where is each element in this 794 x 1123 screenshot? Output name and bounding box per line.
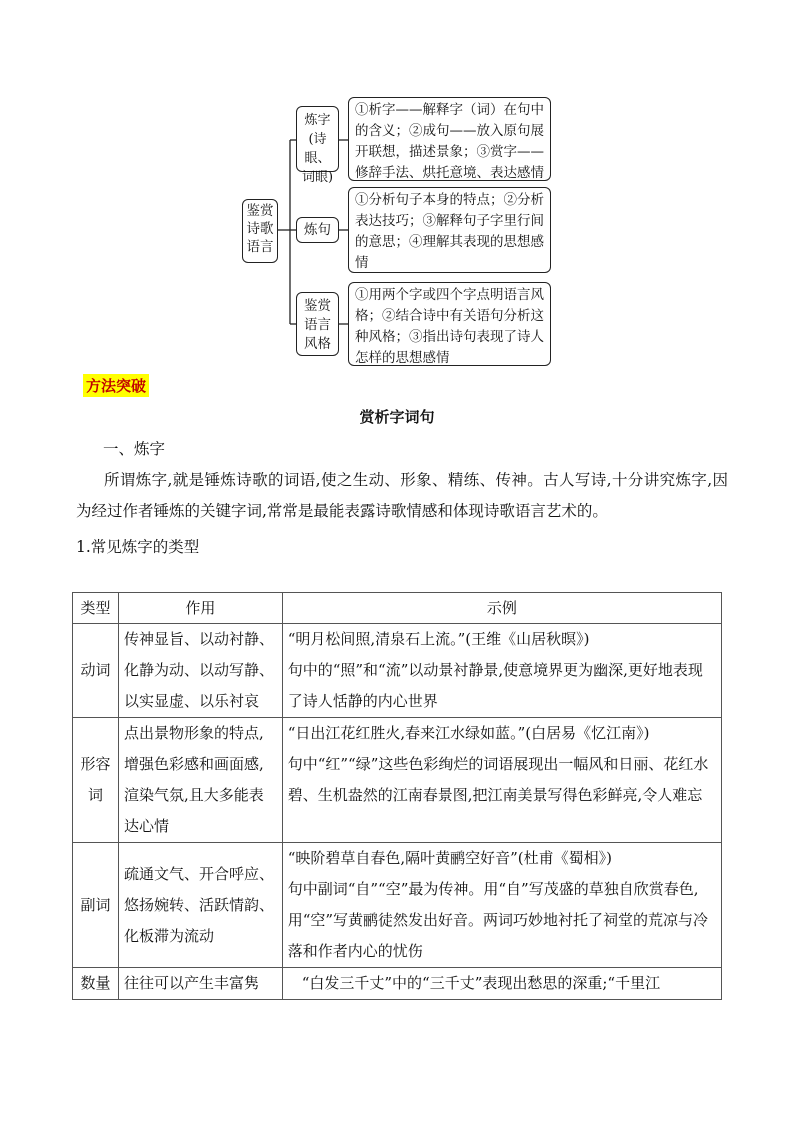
row-effect: 传神显旨、以动衬静、化静为动、以动写静、以实显虚、以乐衬哀: [118, 624, 282, 718]
example-quote: “映阶碧草自春色,隔叶黄鹂空好音”(杜甫《蜀相》): [287, 849, 612, 867]
row-effect: 往往可以产生丰富隽: [118, 968, 282, 1000]
row-effect: 疏通文气、开合呼应、悠扬婉转、活跃情韵、化板滞为流动: [118, 843, 282, 968]
header-example: 示例: [282, 593, 721, 624]
row-type: 动词: [73, 624, 119, 718]
diagram-branch-3: [296, 292, 339, 356]
example-text: 句中的“照”和“流”以动景衬静景,使意境界更为幽深,更好地表现了诗人恬静的内心世界: [287, 661, 703, 710]
row-effect: 点出景物形象的特点,增强色彩感和画面感,渲染气氛,且大多能表达心情: [118, 718, 282, 843]
diagram-root-box: [242, 199, 278, 263]
header-effect: 作用: [118, 593, 282, 624]
branch-1-label: 炼字(诗眼、词眼): [301, 113, 334, 185]
example-quote: “明月松间照,清泉石上流。”(王维《山居秋暝》): [287, 630, 590, 648]
diagram-branch-3-content: [348, 282, 551, 366]
intro-paragraph: 所谓炼字,就是锤炼诗歌的词语,使之生动、形象、精练、传神。古人写诗,十分讲究炼字,因为经过作者锤炼的关键字词,常常是最能表露诗歌情感和体现诗歌语言艺术的。: [76, 471, 728, 520]
table-row: [73, 624, 722, 718]
diagram-branch-1: [296, 106, 339, 185]
branch-3-label: 鉴赏语言风格: [304, 298, 331, 352]
row-example: [282, 718, 721, 843]
row-example: [282, 624, 721, 718]
branch-2-label: 炼句: [304, 222, 331, 238]
branch-2-content: ①分析句子本身的特点；②分析表达技巧；③解释句子字里行间的意思；④理解其表现的思想感情: [355, 192, 544, 271]
header-type: 类型: [73, 593, 119, 624]
diagram-branch-2: [296, 217, 339, 243]
example-text: 句中副词“自”“空”最为传神。用“自”写茂盛的草独自欣赏春色,用“空”写黄鹂徒然发出好音。两词巧妙地衬托了祠堂的荒凉与冷落和作者内心的忧伤: [287, 880, 709, 960]
example-quote: “日出江花红胜火,春来江水绿如蓝。”(白居易《忆江南》): [287, 724, 650, 742]
diagram-root-label: 鉴赏诗歌语言: [246, 203, 274, 255]
row-type: 数量: [73, 968, 119, 1000]
diagram-branch-2-content: [348, 187, 551, 273]
section-title: 赏析字词句: [359, 408, 435, 426]
diagram-branch-1-content: [348, 97, 551, 181]
branch-3-content: ①用两个字或四个字点明语言风格；②结合诗中有关语句分析这种风格；③指出诗句表现了诗人怎样的思想感情: [355, 287, 544, 366]
table-row: [73, 968, 722, 1000]
row-type: 副词: [73, 843, 119, 968]
example-text: 句中“红”“绿”这些色彩绚烂的词语展现出一幅风和日丽、花红水碧、生机盎然的江南春景图,把江南美景写得色彩鲜亮,令人难忘: [287, 755, 709, 804]
row-example: “白发三千丈”中的“三千丈”表现出愁思的深重;“千里江: [282, 968, 721, 1000]
branch-1-content: ①析字——解释字（词）在句中的含义；②成句——放入原句展开联想，描述景象；③赏字——修辞手法、烘托意境、表达感情: [355, 102, 544, 181]
table-header-row: [73, 593, 722, 624]
table-row: [73, 718, 722, 843]
row-type: 形容词: [73, 718, 119, 843]
row-example: [282, 843, 721, 968]
subheading-1: 一、炼字: [103, 440, 166, 458]
subheading-2: 1.常见炼字的类型: [76, 538, 200, 556]
table-row: [73, 843, 722, 968]
method-tag: 方法突破: [83, 374, 149, 397]
word-type-table: [72, 592, 722, 1000]
